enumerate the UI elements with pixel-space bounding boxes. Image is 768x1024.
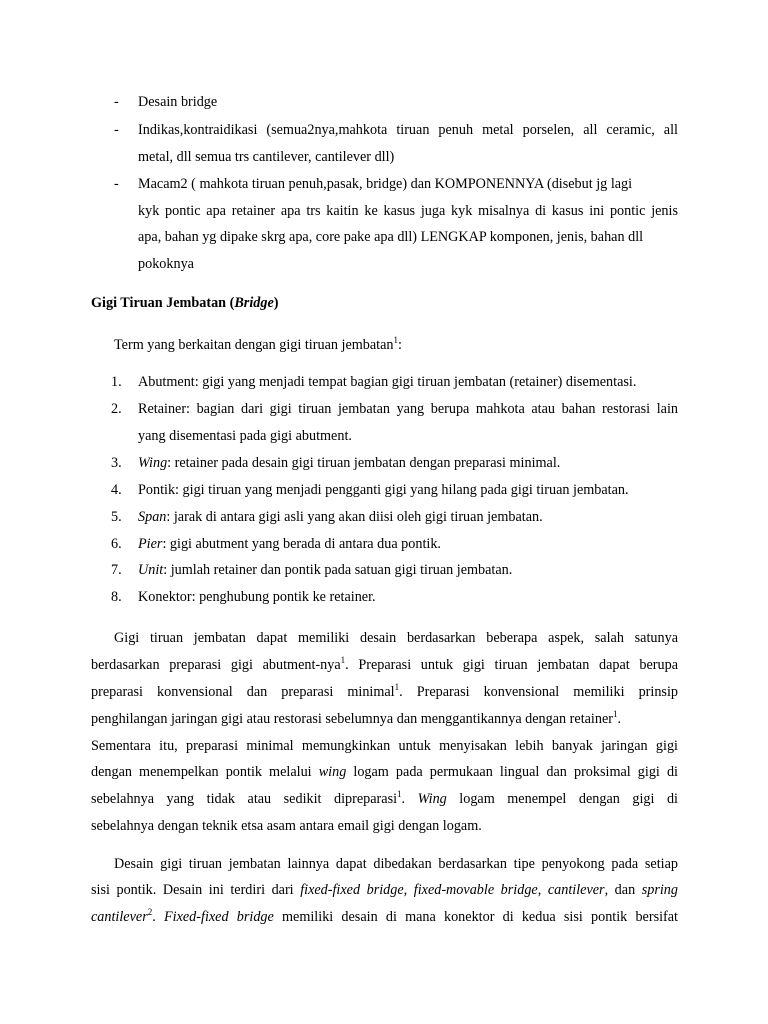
citation: 2 — [147, 907, 153, 917]
term-text: Pontik: gigi tiruan yang menjadi pengganti gigi yang hilang pada gigi tiruan jembatan. — [138, 482, 629, 498]
term-text: yang disementasi pada gigi abutment. — [138, 428, 352, 444]
bullet-text: kyk pontic apa retainer apa trs kaitin ke kasus juga kyk misalnya di kasus ini pontic jenis — [138, 203, 678, 219]
term-text — [138, 535, 441, 553]
heading-main: Gigi Tiruan Jembatan ( — [91, 295, 235, 311]
text-run: . — [401, 791, 418, 807]
term-definition: : jumlah retainer dan pontik pada satuan gigi tiruan jembatan. — [163, 562, 513, 578]
bullet-text: Indikas,kontraidikasi (semua2nya,mahkota tiruan penuh metal porselen, all ceramic, all — [138, 122, 678, 138]
italic-run: fixed-fixed bridge — [300, 882, 404, 898]
bullet-text: metal, dll semua trs cantilever, cantilever dll) — [138, 149, 395, 165]
term-definition: : gigi abutment yang berada di antara dua pontik. — [162, 536, 441, 552]
term-number: 5. — [111, 509, 122, 525]
italic-run: cantilever — [547, 882, 605, 898]
term-text: Konektor: penghubung pontik ke retainer. — [138, 589, 376, 605]
paragraph-text — [91, 908, 678, 926]
text-run: , — [537, 882, 548, 898]
paragraph-text: Desain gigi tiruan jembatan lainnya dapat dibedakan berdasarkan tipe penyokong pada setiap — [114, 856, 678, 872]
text-run: berdasarkan preparasi gigi abutment-nya — [91, 657, 341, 673]
bullet-text: Desain bridge — [138, 94, 218, 110]
term-number: 7. — [111, 562, 122, 578]
italic-run: Fixed-fixed bridge — [163, 909, 274, 925]
italic-run: Wing — [417, 791, 447, 807]
term-text: Abutment: gigi yang menjadi tempat bagian gigi tiruan jembatan (retainer) disementasi. — [138, 374, 637, 390]
italic-run: fixed-movable bridge — [413, 882, 538, 898]
term-number: 6. — [111, 536, 122, 552]
text-run: sisi pontik. Desain ini terdiri dari — [91, 882, 301, 898]
term-text — [138, 454, 560, 472]
paragraph-text — [91, 683, 678, 701]
term-text — [138, 508, 543, 526]
term-number: 2. — [111, 401, 122, 417]
bullet-marker: - — [114, 122, 119, 138]
intro-end: : — [398, 337, 402, 353]
citation: 1 — [394, 682, 400, 692]
term-definition: : jarak di antara gigi asli yang akan diisi oleh gigi tiruan jembatan. — [166, 509, 543, 525]
term-italic: Unit — [138, 562, 164, 578]
text-run: . Preparasi untuk gigi tiruan jembatan dapat berupa — [345, 657, 678, 673]
citation: 1 — [393, 335, 399, 345]
term-definition: : retainer pada desain gigi tiruan jembatan dengan preparasi minimal. — [167, 455, 561, 471]
italic-run: wing — [318, 764, 347, 780]
text-run: logam pada permukaan lingual dan proksimal gigi di — [346, 764, 678, 780]
text-run: , — [403, 882, 414, 898]
term-number: 4. — [111, 482, 122, 498]
paragraph-text — [91, 790, 678, 808]
term-italic: Wing — [138, 455, 168, 471]
intro-text — [114, 336, 402, 354]
paragraph-text — [91, 763, 678, 781]
text-run: . — [617, 711, 622, 727]
bullet-text: pokoknya — [138, 256, 194, 272]
text-run: , dan — [604, 882, 642, 898]
italic-run: spring — [641, 882, 678, 898]
term-number: 8. — [111, 589, 122, 605]
text-run: memiliki desain di mana konektor di kedua sisi pontik bersifat — [273, 909, 679, 925]
text-run: preparasi konvensional dan preparasi minimal — [91, 684, 395, 700]
paragraph-text: Gigi tiruan jembatan dapat memiliki desain berdasarkan beberapa aspek, salah satunya — [114, 630, 678, 646]
text-run: . — [152, 909, 164, 925]
heading-italic: Bridge — [234, 295, 274, 311]
paragraph-text: sebelahnya dengan teknik etsa asam antara email gigi dengan logam. — [91, 818, 482, 834]
text-run: . Preparasi konvensional memiliki prinsip — [399, 684, 678, 700]
bullet-marker: - — [114, 94, 119, 110]
term-text — [138, 561, 512, 579]
term-italic: Pier — [138, 536, 163, 552]
term-italic: Span — [138, 509, 167, 525]
paragraph-text: Sementara itu, preparasi minimal memungkinkan untuk menyisakan lebih banyak jaringan gigi — [91, 738, 678, 754]
text-run: penghilangan jaringan gigi atau restorasi sebelumnya dan menggantikannya dengan retainer — [91, 711, 613, 727]
paragraph-text — [91, 710, 621, 728]
citation: 1 — [613, 709, 618, 719]
bullet-text: apa, bahan yg dipake skrg apa, core pake apa dll) LENGKAP komponen, jenis, bahan dll — [138, 229, 644, 245]
heading-end: ) — [273, 295, 279, 311]
bullet-text: Macam2 ( mahkota tiruan penuh,pasak, bridge) dan KOMPONENNYA (disebut jg lagi — [138, 176, 633, 192]
citation: 1 — [340, 655, 346, 665]
paragraph-text — [91, 656, 678, 674]
paragraph-text — [91, 881, 678, 899]
intro-main: Term yang berkaitan dengan gigi tiruan jembatan — [114, 337, 394, 353]
text-run: logam menempel dengan gigi di — [446, 791, 678, 807]
bullet-marker: - — [114, 176, 119, 192]
term-number: 1. — [111, 374, 122, 390]
text-run: sebelahnya yang tidak atau sedikit dipreparasi — [91, 791, 398, 807]
term-number: 3. — [111, 455, 122, 471]
italic-run: cantilever — [91, 909, 148, 925]
term-text: Retainer: bagian dari gigi tiruan jembatan yang berupa mahkota atau bahan restorasi lain — [138, 401, 678, 417]
citation: 1 — [397, 789, 402, 799]
text-run: dengan menempelkan pontik melalui — [91, 764, 319, 780]
heading-text — [91, 294, 279, 312]
